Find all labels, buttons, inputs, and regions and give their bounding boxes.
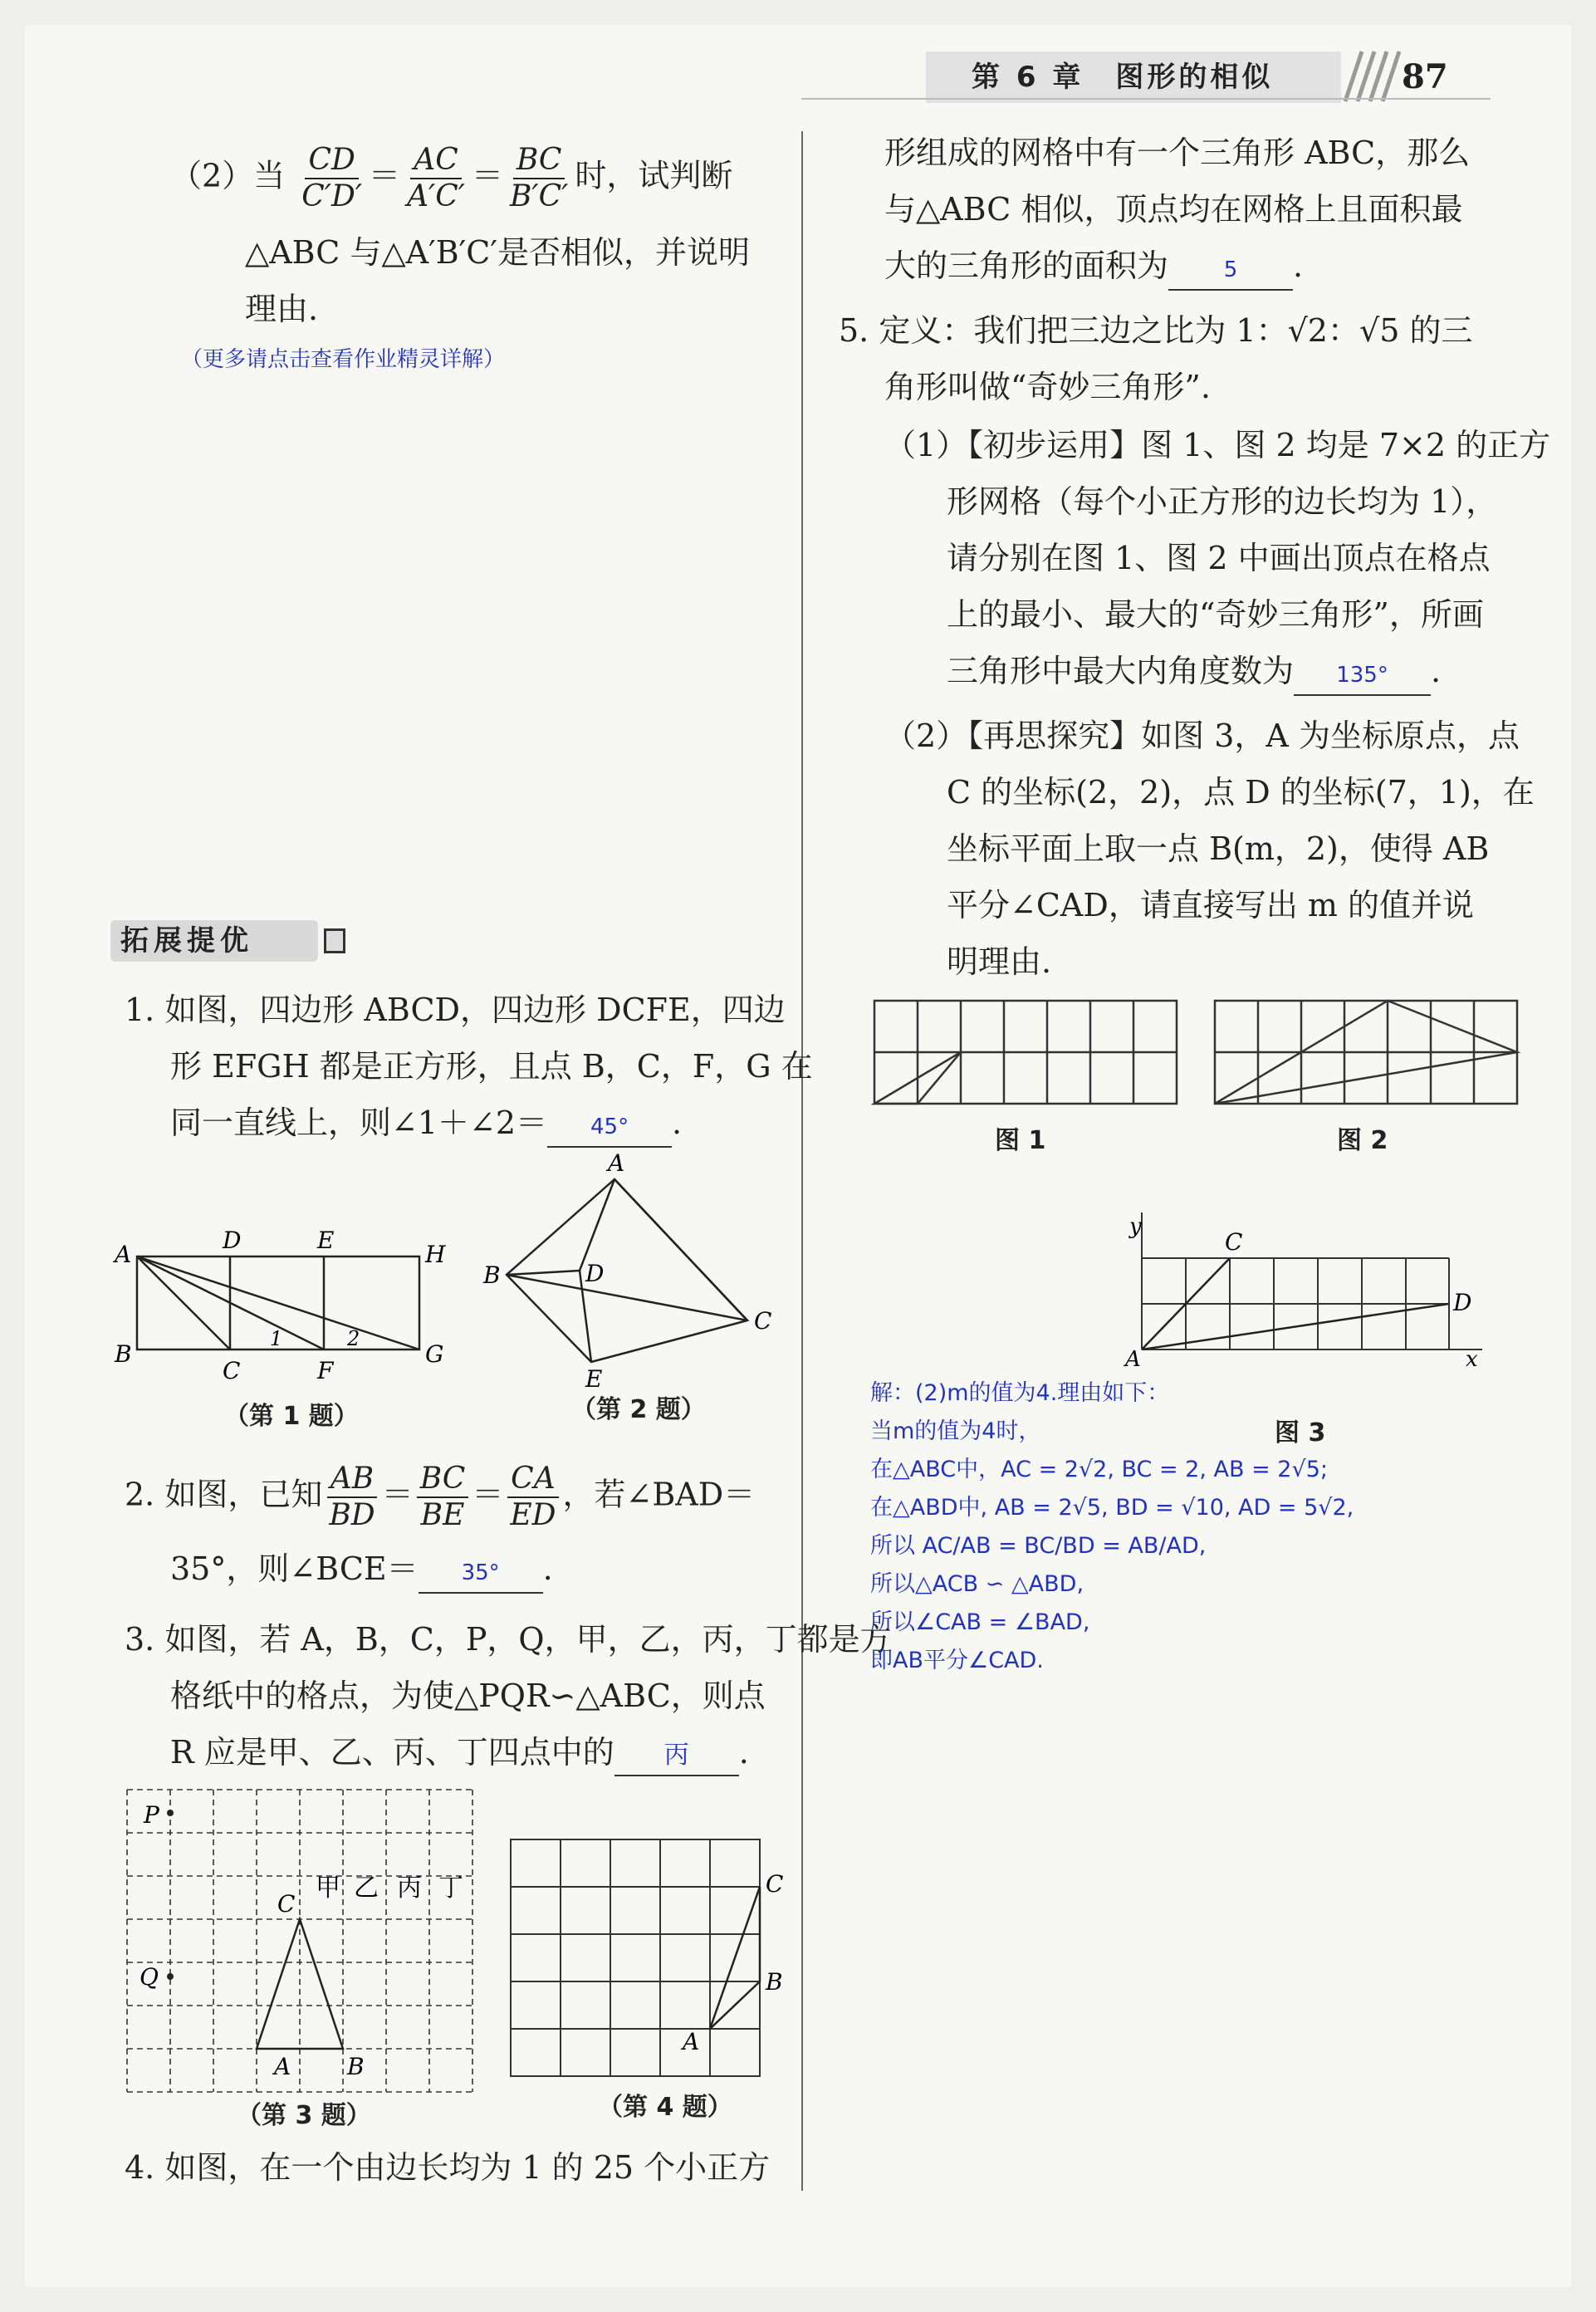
- svg-text:C: C: [277, 1890, 296, 1918]
- p5a-line3: 请分别在图 1、图 2 中画出顶点在格点: [947, 540, 1491, 576]
- svg-text:E: E: [317, 1227, 335, 1254]
- q2-line3: 理由.: [245, 291, 319, 327]
- svg-text:F: F: [317, 1357, 334, 1384]
- q2-line1: （2）当 $\frac{CD}{C'D'}$ ＝ $\frac{AC}{A'C'}$ ＝ $\frac{BC}{B'C'}$ 时，试判断: [170, 143, 733, 213]
- svg-text:B: B: [483, 1261, 501, 1289]
- p1-line3: 同一直线上，则∠1＋∠2＝ 45° .: [170, 1095, 682, 1151]
- p5b-line3: 坐标平面上取一点 B(m，2)，使得 AB: [947, 830, 1490, 867]
- p1-line1: 1. 如图，四边形 ABCD，四边形 DCFE，四边: [125, 992, 786, 1028]
- solution-line: 解：(2)m的值为4.理由如下：: [870, 1380, 1170, 1406]
- fraction: $\frac{AB}{BD}$: [326, 1462, 378, 1533]
- p5b-line2: C 的坐标(2，2)，点 D 的坐标(7，1)，在: [947, 774, 1535, 811]
- svg-text:D: D: [223, 1227, 242, 1254]
- fig4-caption: （第 4 题）: [598, 2093, 732, 2122]
- p5a-line1: （1）【初步运用】图 1、图 2 均是 7×2 的正方: [884, 427, 1551, 463]
- q2-line2: △ABC 与△A′B′C′是否相似，并说明: [245, 234, 751, 271]
- fraction: $\frac{BC}{B'C'}$: [509, 143, 569, 213]
- p2-line2: 35°，则∠BCE＝ 35° .: [170, 1541, 553, 1597]
- figure-grid-2: [1211, 997, 1522, 1109]
- svg-text:A: A: [608, 1150, 625, 1177]
- p5b-line4: 平分∠CAD，请直接写出 m 的值并说: [947, 887, 1475, 923]
- svg-text:D: D: [585, 1260, 605, 1287]
- p2-answer: 35°: [419, 1552, 543, 1594]
- column-divider: [801, 131, 803, 2191]
- figure-grid-1: [870, 997, 1182, 1109]
- svg-text:A: A: [1125, 1347, 1141, 1370]
- svg-text:y: y: [1129, 1214, 1142, 1239]
- fraction: $\frac{CA}{ED}$: [507, 1462, 559, 1533]
- p3-answer: 丙: [614, 1735, 739, 1776]
- p3-line3: R 应是甲、乙、丙、丁四点中的 丙 .: [170, 1724, 749, 1781]
- p5b-line1: （2）【再思探究】如图 3，A 为坐标原点，点: [884, 718, 1520, 754]
- fig3-caption: （第 3 题）: [237, 2101, 371, 2130]
- svg-text:A: A: [274, 2053, 291, 2080]
- svg-text:2: 2: [347, 1327, 360, 1350]
- svg-text:1: 1: [270, 1327, 283, 1350]
- p1-answer: 45°: [547, 1106, 672, 1148]
- svg-text:G: G: [425, 1340, 444, 1368]
- figure-3: [123, 1785, 480, 2101]
- svg-text:H: H: [425, 1241, 446, 1268]
- solution-line: 在△ABC中，AC = 2√2, BC = 2, AB = 2√5;: [870, 1457, 1328, 1482]
- svg-text:甲: 甲: [316, 1874, 340, 1903]
- svg-text:B: B: [115, 1340, 132, 1368]
- fig2-caption: （第 2 题）: [571, 1395, 706, 1424]
- fraction: $\frac{CD}{C'D'}$: [301, 143, 363, 213]
- p5a-line4: 上的最小、最大的“奇妙三角形”，所画: [947, 596, 1484, 633]
- section-title: 拓展提优: [110, 920, 318, 962]
- svg-text:丁: 丁: [438, 1874, 463, 1903]
- fig-c-caption: 图 3: [1275, 1418, 1326, 1447]
- p5a-answer: 135°: [1294, 654, 1431, 696]
- figure-2: [473, 1150, 781, 1391]
- fig-b-caption: 图 2: [1337, 1126, 1388, 1155]
- p2-line1: 2. 如图，已知 $\frac{AB}{BD}$ ＝ $\frac{BC}{BE}$ ＝ $\frac{CA}{ED}$ ，若∠BAD＝: [125, 1462, 756, 1532]
- figure-coordinate-3: [1113, 1204, 1495, 1370]
- p4-answer: 5: [1168, 249, 1293, 291]
- svg-text:乙: 乙: [354, 1874, 379, 1903]
- p1-line2: 形 EFGH 都是正方形，且点 B，C，F，G 在: [170, 1048, 813, 1085]
- figure-4: [507, 1835, 789, 2084]
- p4-line4: 大的三角形的面积为 5 .: [884, 238, 1303, 294]
- more-details-link[interactable]: （更多请点击查看作业精灵详解）: [181, 347, 506, 372]
- svg-text:A: A: [683, 2028, 700, 2055]
- solution-line: 所以△ACB ∽ △ABD,: [870, 1571, 1084, 1597]
- svg-text:C: C: [754, 1307, 772, 1335]
- arrow-icon: [324, 928, 345, 953]
- solution-line: 当m的值为4时，: [870, 1418, 1041, 1444]
- svg-text:B: B: [347, 2053, 365, 2080]
- header-rule: [801, 98, 1491, 100]
- svg-text:C: C: [223, 1357, 241, 1384]
- fig1-caption: （第 1 题）: [224, 1402, 359, 1431]
- svg-text:丙: 丙: [397, 1874, 422, 1903]
- p5a-line5: 三角形中最大内角度数为 135° .: [947, 643, 1441, 699]
- page-number: 87: [1402, 57, 1448, 96]
- figure-1: [108, 1225, 457, 1391]
- solution-line: 所以 AC/AB = BC/BD = AB/AD,: [870, 1533, 1207, 1559]
- header-stripes: [1337, 50, 1403, 103]
- svg-text:B: B: [766, 1968, 783, 1996]
- p5a-line2: 形网格（每个小正方形的边长均为 1），: [947, 483, 1498, 520]
- solution-line: 在△ABD中, AB = 2√5, BD = √10, AD = 5√2,: [870, 1495, 1354, 1521]
- p5b-line5: 明理由.: [947, 943, 1052, 980]
- p4-line2: 形组成的网格中有一个三角形 ABC，那么: [884, 135, 1471, 171]
- p5-line1: 5. 定义：我们把三边之比为 1：√2：√5 的三: [839, 312, 1473, 349]
- p3-line1: 3. 如图，若 A，B，C，P，Q，甲，乙，丙，丁都是方: [125, 1621, 892, 1658]
- svg-text:Q: Q: [140, 1963, 159, 1991]
- p3-line2: 格纸中的格点，为使△PQR∽△ABC，则点: [170, 1678, 766, 1714]
- solution-line: 即AB平分∠CAD.: [870, 1648, 1044, 1673]
- svg-text:P: P: [144, 1801, 159, 1829]
- svg-text:x: x: [1466, 1347, 1478, 1370]
- svg-text:E: E: [585, 1365, 603, 1391]
- svg-text:C: C: [766, 1870, 784, 1898]
- svg-text:A: A: [115, 1241, 132, 1268]
- fraction: $\frac{AC}{A'C'}$: [407, 143, 465, 213]
- p5-line2: 角形叫做“奇妙三角形”.: [884, 369, 1211, 405]
- chapter-title: 第 6 章 图形的相似: [972, 61, 1274, 94]
- fraction: $\frac{BC}{BE}$: [417, 1462, 469, 1533]
- svg-text:D: D: [1453, 1289, 1472, 1316]
- fig-a-caption: 图 1: [995, 1126, 1046, 1155]
- p4-line1: 4. 如图，在一个由边长均为 1 的 25 个小正方: [125, 2149, 771, 2186]
- svg-text:C: C: [1225, 1228, 1243, 1256]
- solution-line: 所以∠CAB = ∠BAD,: [870, 1609, 1090, 1635]
- p4-line3: 与△ABC 相似，顶点均在网格上且面积最: [884, 191, 1463, 228]
